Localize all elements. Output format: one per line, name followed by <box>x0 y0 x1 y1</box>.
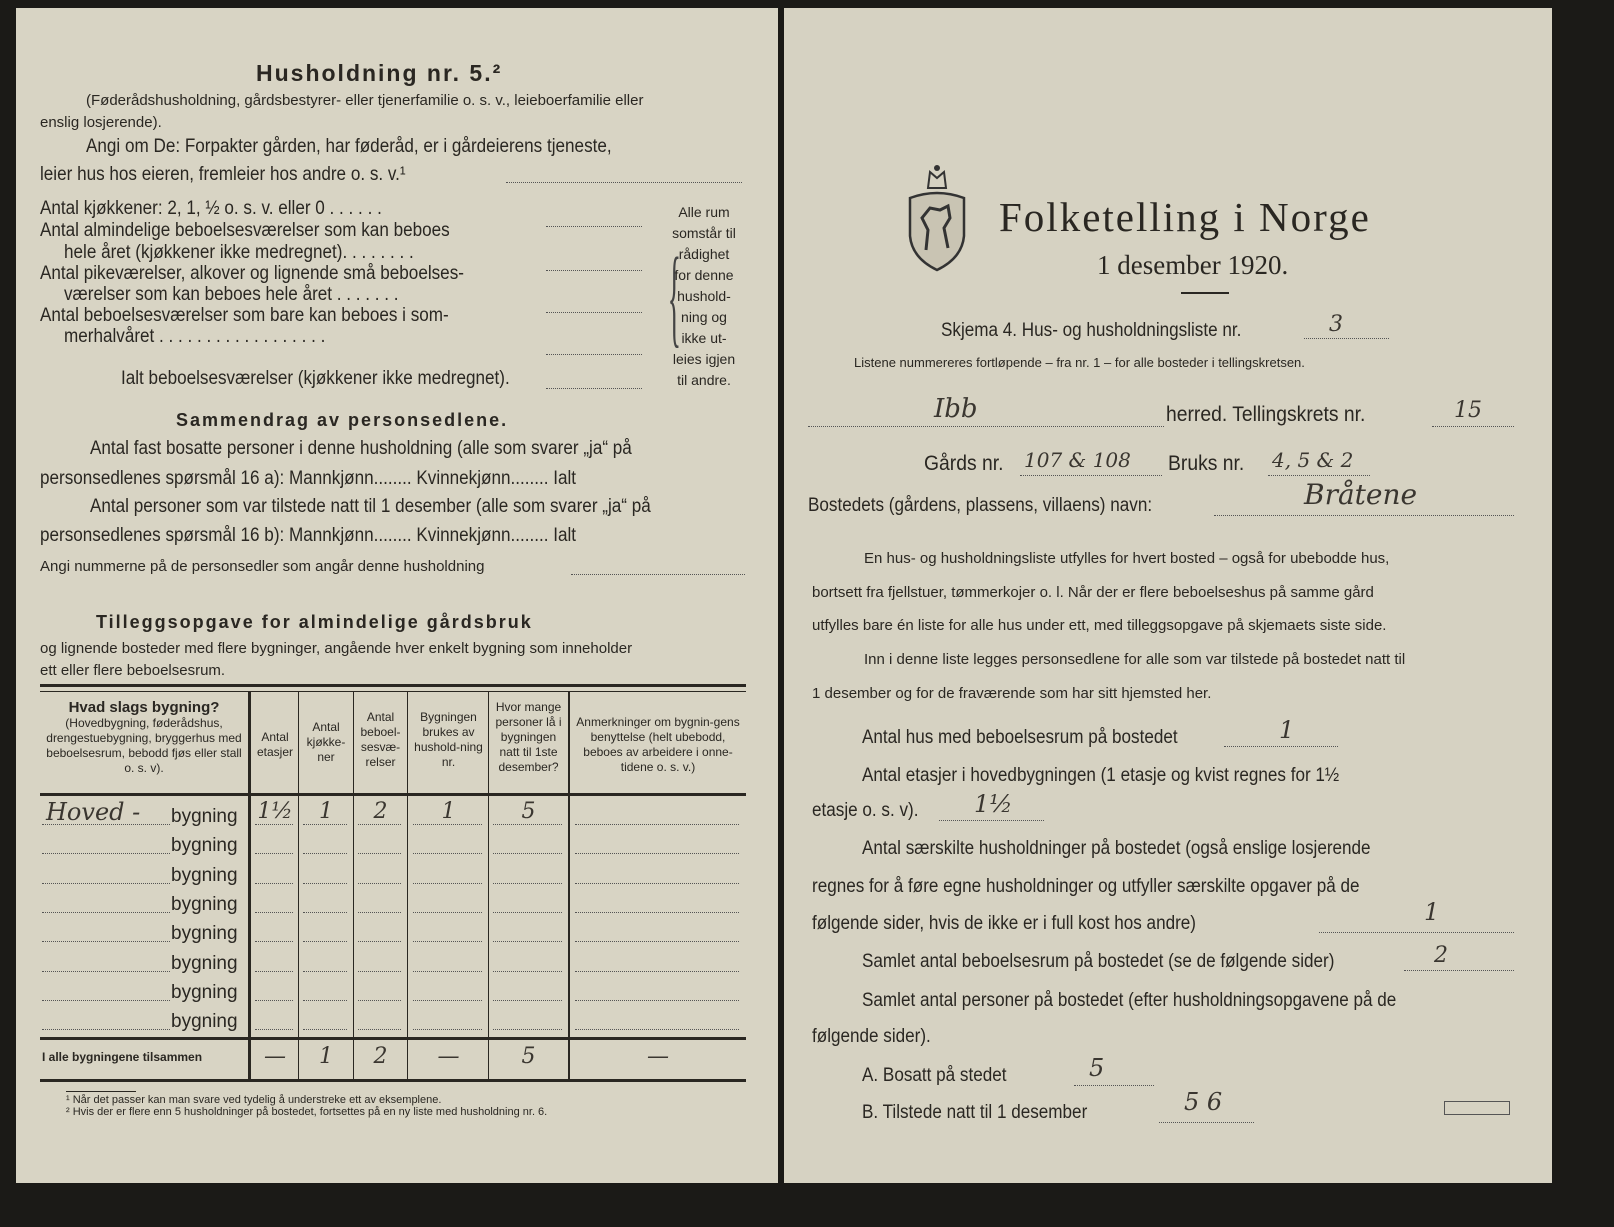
building-suffix: bygning <box>171 923 238 945</box>
header-household: Bygningen brukes av hushold-ning nr. <box>414 710 483 769</box>
krets-field <box>1432 426 1514 427</box>
col-divider <box>407 692 408 1079</box>
houses-value[interactable]: 1 <box>1279 716 1295 744</box>
gards-value[interactable]: 107 & 108 <box>1024 448 1131 472</box>
divider <box>40 684 746 687</box>
small-rooms-label-cont: værelser som kan beboes hele året . . . . . . . <box>64 284 399 305</box>
bruks-field <box>1268 475 1370 476</box>
summary-line: personsedlenes spørsmål 16 a): Mannkjønn........ Kvinnekjønn........ Ialt <box>40 468 577 489</box>
header-bold: Hvad slags bygning? <box>68 699 220 716</box>
header-remarks: Anmerkninger om bygnin-gens benyttelse (helt ubebodd, beboes av arbeidere i onne-tidene o. s. v.) <box>576 715 740 774</box>
household-subtitle: (Føderådshusholdning, gårdsbestyrer- eller tjenerfamilie o. s. v., leieboerfamilie eller <box>86 92 644 109</box>
kitchens-field[interactable] <box>546 226 642 227</box>
cell-line <box>303 824 347 825</box>
total-cell[interactable]: 1 <box>319 1044 333 1069</box>
building-name-value[interactable]: Hoved - <box>46 798 141 826</box>
tenure-question-cont: leier hus hos eieren, fremleier hos andre o. s. v.¹ <box>40 164 406 185</box>
brace-note-line: for denne <box>674 267 734 283</box>
total-rooms-label: Samlet antal beboelsesrum på bostedet (se de følgende sider) <box>862 951 1335 972</box>
kitchens-label: Antal kjøkkener: 2, 1, ½ o. s. v. eller 0 . . . . . . <box>40 198 382 219</box>
brace-note-line: leies igjen <box>672 351 736 367</box>
building-suffix: bygning <box>171 864 238 886</box>
brace-note-line: Alle rum <box>678 204 730 220</box>
cell-line <box>575 824 739 825</box>
cell-line <box>575 971 739 972</box>
cell-line <box>413 912 482 913</box>
cell-line <box>413 971 482 972</box>
cell-line <box>255 1000 293 1001</box>
small-rooms-label: Antal pikeværelser, alkover og lignende små beboelses- <box>40 263 464 284</box>
list-numbering-note: Listene nummereres fortløpende – fra nr. 1 – for alle bosteder i tellingskretsen. <box>854 355 1305 370</box>
houses-label: Antal hus med beboelsesrum på bostedet <box>862 727 1178 748</box>
building-name-field <box>42 1029 170 1030</box>
brace-note-line: hushold- <box>677 288 731 304</box>
tenure-field[interactable] <box>506 182 742 183</box>
cell-line <box>255 883 293 884</box>
cell-line <box>358 883 401 884</box>
cell-line <box>493 912 562 913</box>
rooms-label: Antal almindelige beboelsesværelser som kan beboes <box>40 220 450 241</box>
table-cell[interactable]: 1 <box>441 799 456 824</box>
rooms-label-cont: hele året (kjøkkener ikke medregnet). . . . . . . . <box>64 242 414 263</box>
cell-line <box>303 1000 347 1001</box>
cell-line <box>255 971 293 972</box>
cell-line <box>413 1000 482 1001</box>
extra-desc-cont: ett eller flere beboelsesrum. <box>40 662 226 679</box>
col-divider <box>248 692 251 1079</box>
building-suffix: bygning <box>171 981 238 1003</box>
col-divider <box>488 692 489 1079</box>
cell-line <box>358 824 401 825</box>
summer-rooms-label: Antal beboelsesværelser som bare kan beboes i som- <box>40 305 449 326</box>
total-cell[interactable]: 2 <box>373 1044 388 1069</box>
cell-line <box>493 1000 562 1001</box>
cell-line <box>575 853 739 854</box>
total-rooms-field[interactable] <box>546 388 642 389</box>
tenure-question: Angi om De: Forpakter gården, har føderåd, er i gårdeierens tjeneste, <box>86 136 612 157</box>
brace-note <box>664 202 744 391</box>
cell-line <box>413 853 482 854</box>
rooms-field[interactable] <box>546 270 642 271</box>
list-number-value[interactable]: 3 <box>1329 312 1343 337</box>
instruction-line: bortsett fra fjellstuer, tømmerkojer o. l. Når der er flere beboelseshus på samme gård <box>812 584 1374 601</box>
cell-line <box>358 1029 401 1030</box>
instruction-line: utfylles bare én liste for alle hus under ett, med tilleggsopgave på skjemaets siste side. <box>812 617 1387 634</box>
resident-field <box>1074 1085 1154 1086</box>
cell-line <box>255 941 293 942</box>
summer-rooms-label-cont: merhalvåret . . . . . . . . . . . . . . . . . . <box>64 326 326 347</box>
extra-desc: og lignende bosteder med flere bygninger, angående hver enkelt bygning som inneholder <box>40 640 633 657</box>
cell-line <box>303 941 347 942</box>
herred-label: herred. Tellingskrets nr. <box>1166 403 1366 426</box>
header-floors: Antal etasjer <box>256 730 294 759</box>
extra-title: Tilleggsopgave for almindelige gårdsbruk <box>96 612 533 632</box>
brace-note-line: rådighet <box>678 246 730 262</box>
building-suffix: bygning <box>171 835 238 857</box>
total-cell[interactable]: — <box>264 1044 286 1069</box>
building-suffix: bygning <box>171 952 238 974</box>
summary-line: personsedlenes spørsmål 16 b): Mannkjønn........ Kvinnekjønn........ Ialt <box>40 525 577 546</box>
total-cell[interactable]: — <box>647 1044 669 1069</box>
herred-value[interactable]: Ibb <box>934 394 978 424</box>
brace-note-line: somstår til <box>672 225 736 241</box>
footnote-2: ² Hvis der er flere enn 5 husholdninger på bostedet, fortsettes på en ny liste med husholdning nr. 6. <box>66 1106 548 1118</box>
brace-note-line: ikke ut- <box>681 330 727 346</box>
cell-line <box>493 853 562 854</box>
right-page <box>784 8 1552 1183</box>
floors-label-cont: etasje o. s. v). <box>812 800 919 821</box>
cell-line <box>303 1029 347 1030</box>
census-title: Folketelling i Norge <box>999 194 1371 240</box>
small-rooms-field[interactable] <box>546 312 642 313</box>
households-field <box>1319 932 1514 933</box>
houses-field <box>1224 746 1338 747</box>
household-title: Husholdning nr. 5.² <box>256 60 503 86</box>
footnote-1: ¹ Når det passer kan man svare ved tydelig å understreke ett av eksemplene. <box>66 1094 442 1106</box>
col-divider <box>568 692 570 1079</box>
cell-line <box>358 853 401 854</box>
instruction-line: Inn i denne liste legges personsedlene for alle som var tilstede på bostedet natt til <box>864 651 1406 668</box>
cell-line <box>303 883 347 884</box>
cell-line <box>575 941 739 942</box>
bosted-field <box>1214 515 1514 516</box>
floors-value[interactable]: 1½ <box>974 790 1013 818</box>
total-rooms-label: Ialt beboelsesværelser (kjøkkener ikke medregnet). <box>121 368 510 389</box>
instruction-line: En hus- og husholdningsliste utfylles for hvert bosted – også for ubebodde hus, <box>864 550 1390 567</box>
divider <box>40 793 746 796</box>
persons-label-cont: følgende sider). <box>812 1026 931 1047</box>
present-field <box>1159 1122 1254 1123</box>
cell-line <box>255 1029 293 1030</box>
divider <box>1181 292 1229 294</box>
header-rooms: Antal beboel-sesvæ-relser <box>360 710 401 769</box>
floors-label: Antal etasjer i hovedbygningen (1 etasje og kvist regnes for 1½ <box>862 765 1340 786</box>
herred-field <box>808 426 1164 427</box>
brace: { <box>667 235 682 357</box>
households-value[interactable]: 1 <box>1424 898 1440 926</box>
building-name-field <box>42 912 170 913</box>
cell-line <box>493 824 562 825</box>
krets-value[interactable]: 15 <box>1454 398 1482 423</box>
summary-title: Sammendrag av personsedlene. <box>176 410 509 430</box>
divider <box>40 691 746 692</box>
building-suffix: bygning <box>171 1011 238 1033</box>
cell-line <box>575 912 739 913</box>
bruks-value[interactable]: 4, 5 & 2 <box>1272 448 1354 472</box>
table-cell[interactable]: 1½ <box>257 799 293 824</box>
gards-field <box>1020 475 1162 476</box>
col-divider <box>298 692 299 1079</box>
building-name-field <box>42 1000 170 1001</box>
total-cell[interactable]: 5 <box>521 1044 536 1069</box>
building-name-field <box>42 941 170 942</box>
cell-line <box>413 941 482 942</box>
cell-line <box>358 971 401 972</box>
norway-coat-of-arms-icon <box>904 158 970 273</box>
footnote-rule <box>66 1091 136 1092</box>
cell-line <box>358 912 401 913</box>
header-text: (Hovedbygning, føderådshus, drengestuebygning, bryggerhus med beboelsesrum, bebodd fjøs eller stall o. s. v). <box>46 716 242 775</box>
cell-line <box>575 883 739 884</box>
cell-line <box>358 1000 401 1001</box>
brace-note-line: til andre. <box>677 372 731 388</box>
instruction-line: 1 desember og for de fraværende som har sitt hjemsted her. <box>812 685 1212 702</box>
building-name-field <box>42 971 170 972</box>
households-label-cont: følgende sider, hvis de ikke er i full kost hos andre) <box>812 913 1196 934</box>
building-suffix: bygning <box>171 806 238 827</box>
cell-line <box>303 971 347 972</box>
total-rooms-field <box>1404 970 1514 971</box>
building-suffix: bygning <box>171 893 238 915</box>
total-label: I alle bygningene tilsammen <box>42 1050 203 1064</box>
divider <box>40 1037 746 1040</box>
present-label: B. Tilstede natt til 1 desember <box>862 1102 1088 1123</box>
total-cell[interactable]: — <box>437 1044 460 1069</box>
cell-line <box>255 824 293 825</box>
building-name-field <box>42 853 170 854</box>
cell-line <box>303 912 347 913</box>
header-building-type <box>42 700 246 776</box>
brace-note-line: ning og <box>681 309 727 325</box>
cell-line <box>493 941 562 942</box>
census-date: 1 desember 1920. <box>1097 250 1289 280</box>
list-number-label: Skjema 4. Hus- og husholdningsliste nr. <box>941 320 1242 341</box>
persons-label: Samlet antal personer på bostedet (efter husholdningsopgavene på de <box>862 990 1397 1011</box>
cell-line <box>575 1029 739 1030</box>
divider <box>40 1079 746 1082</box>
printer-stamp <box>1444 1101 1510 1115</box>
cell-line <box>493 971 562 972</box>
table-cell[interactable]: 1 <box>319 799 333 824</box>
resident-label: A. Bosatt på stedet <box>862 1065 1007 1086</box>
present-value[interactable]: 5 6 <box>1184 1088 1223 1116</box>
left-page <box>16 8 778 1183</box>
cell-line <box>255 912 293 913</box>
cell-line <box>255 853 293 854</box>
summer-rooms-field[interactable] <box>546 354 642 355</box>
table-cell[interactable]: 2 <box>373 799 388 824</box>
household-subtitle-cont: enslig losjerende). <box>40 114 162 131</box>
cell-line <box>413 824 482 825</box>
table-cell[interactable]: 5 <box>521 799 536 824</box>
total-rooms-value[interactable]: 2 <box>1434 943 1448 968</box>
cell-line <box>575 1000 739 1001</box>
resident-value[interactable]: 5 <box>1089 1054 1105 1082</box>
cell-line <box>303 853 347 854</box>
cell-line <box>358 941 401 942</box>
cell-line <box>493 1029 562 1030</box>
summary-numbers-field[interactable] <box>571 574 745 575</box>
floors-field <box>939 820 1044 821</box>
households-label-cont: regnes for å føre egne husholdninger og utfyller særskilte opgaver på de <box>812 876 1360 897</box>
summary-line: Antal personer som var tilstede natt til 1 desember (alle som svarer „ja“ på <box>90 496 651 517</box>
list-number-field <box>1304 338 1389 339</box>
col-divider <box>353 692 354 1079</box>
summary-line: Antal fast bosatte personer i denne husholdning (alle som svarer „ja“ på <box>90 438 632 459</box>
bosted-label: Bostedets (gårdens, plassens, villaens) navn: <box>808 495 1153 516</box>
gards-label: Gårds nr. <box>924 452 1004 475</box>
header-kitchens: Antal kjøkke-ner <box>306 720 346 764</box>
summary-numbers-label: Angi nummerne på de personsedler som angår denne husholdning <box>40 558 485 575</box>
bruks-label: Bruks nr. <box>1168 452 1245 475</box>
households-label: Antal særskilte husholdninger på bostedet (også enslige losjerende <box>862 838 1371 859</box>
cell-line <box>413 883 482 884</box>
bosted-value[interactable]: Bråtene <box>1304 478 1418 511</box>
cell-line <box>413 1029 482 1030</box>
building-name-field <box>42 883 170 884</box>
header-persons: Hvor mange personer lå i bygningen natt til 1ste desember? <box>495 700 562 774</box>
cell-line <box>493 883 562 884</box>
